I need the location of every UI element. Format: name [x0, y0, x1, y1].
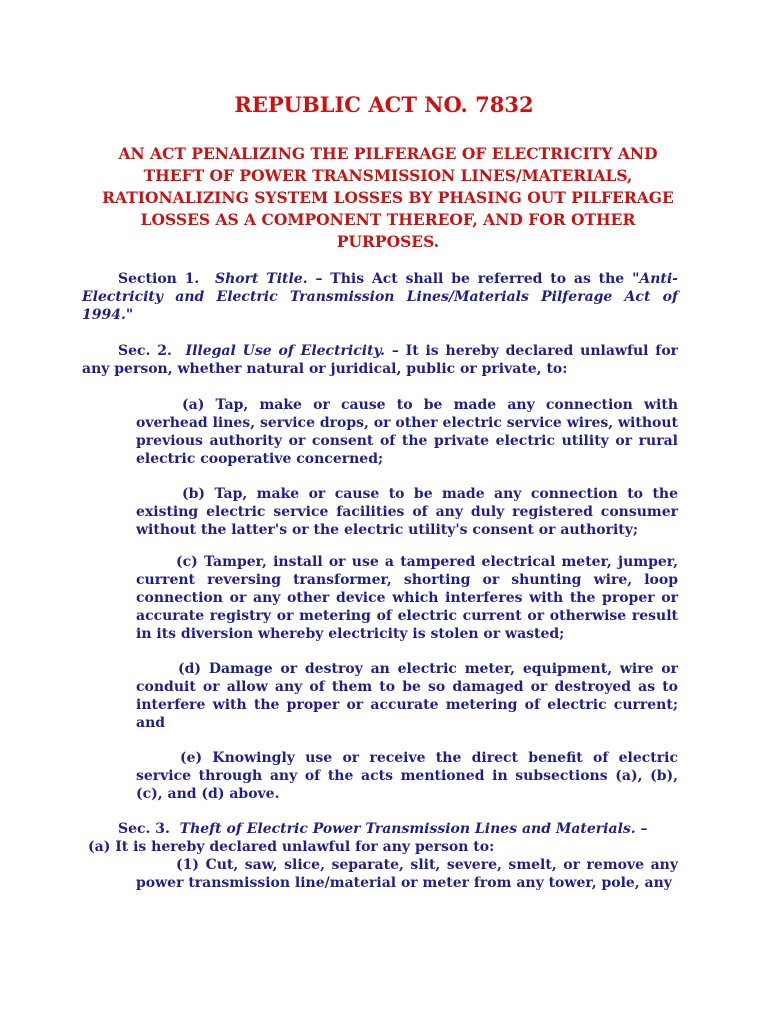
section-3 [88, 820, 684, 838]
section-3-heading: Theft of Electric Power Transmission Lines and Materials. [179, 821, 636, 837]
section-2-heading: Illegal Use of Electricity. [185, 343, 385, 359]
section-2-item-b: (b) Tap, make or cause to be made any connection to the existing electric service facilities of any duly registered consumer without the latter's or the electric utility's consent or authority; [136, 486, 678, 538]
document-title: REPUBLIC ACT NO. 7832 [234, 92, 534, 117]
section-3-dash: – [640, 821, 648, 837]
section-2-item-c: (c) Tamper, install or use a tampered electrical meter, jumper, current reversing transformer, shorting or shunting wire, loop connection or any other device which interferes with the proper or accurate registry or metering of electric current or otherwise result in its diversion whereby electricity is stolen or wasted; [136, 554, 678, 642]
section-3-label: Sec. 3. [118, 821, 170, 837]
section-2-item-a: (a) Tap, make or cause to be made any connection with overhead lines, service drops, or other electric service wires, without previous authority or consent of the private electric utility or rural electric cooperative concerned; [136, 397, 678, 467]
section-2-item-d: (d) Damage or destroy an electric meter, equipment, wire or conduit or allow any of them to be so damaged or destroyed as to interfere with the proper or accurate metering of electric current; and [136, 661, 678, 731]
section-3-text: (a) It is hereby declared unlawful for any person to: [88, 839, 495, 855]
document-subtitle: AN ACT PENALIZING THE PILFERAGE OF ELECTRICITY AND THEFT OF POWER TRANSMISSION LINES/MATERIALS, RATIONALIZING SYSTEM LOSSES BY PHASING OUT PILFERAGE LOSSES AS A COMPONENT THEREOF, AND FOR OTHER PURPOSES. [102, 144, 674, 251]
section-1-quote: "Anti-Electricity and Electric Transmission Lines/Materials Pilferage Act of 1994." [82, 271, 678, 323]
section-1-heading: Short Title. [214, 271, 308, 287]
section-2-label: Sec. 2. [118, 343, 172, 359]
section-1-label: Section 1. [118, 271, 200, 287]
section-3-item-1: (1) Cut, saw, slice, separate, slit, severe, smelt, or remove any power transmission line/material or meter from any tower, pole, any [136, 857, 678, 891]
section-1 [82, 270, 678, 324]
section-2-item-e: (e) Knowingly use or receive the direct benefit of electric service through any of the acts mentioned in subsections (a), (b), (c), and (d) above. [136, 750, 678, 802]
section-2 [82, 342, 678, 378]
section-2-text: – It is hereby declared unlawful for any person, whether natural or juridical, public or private, to: [82, 343, 679, 377]
section-1-text: – This Act shall be referred to as the [315, 271, 625, 287]
